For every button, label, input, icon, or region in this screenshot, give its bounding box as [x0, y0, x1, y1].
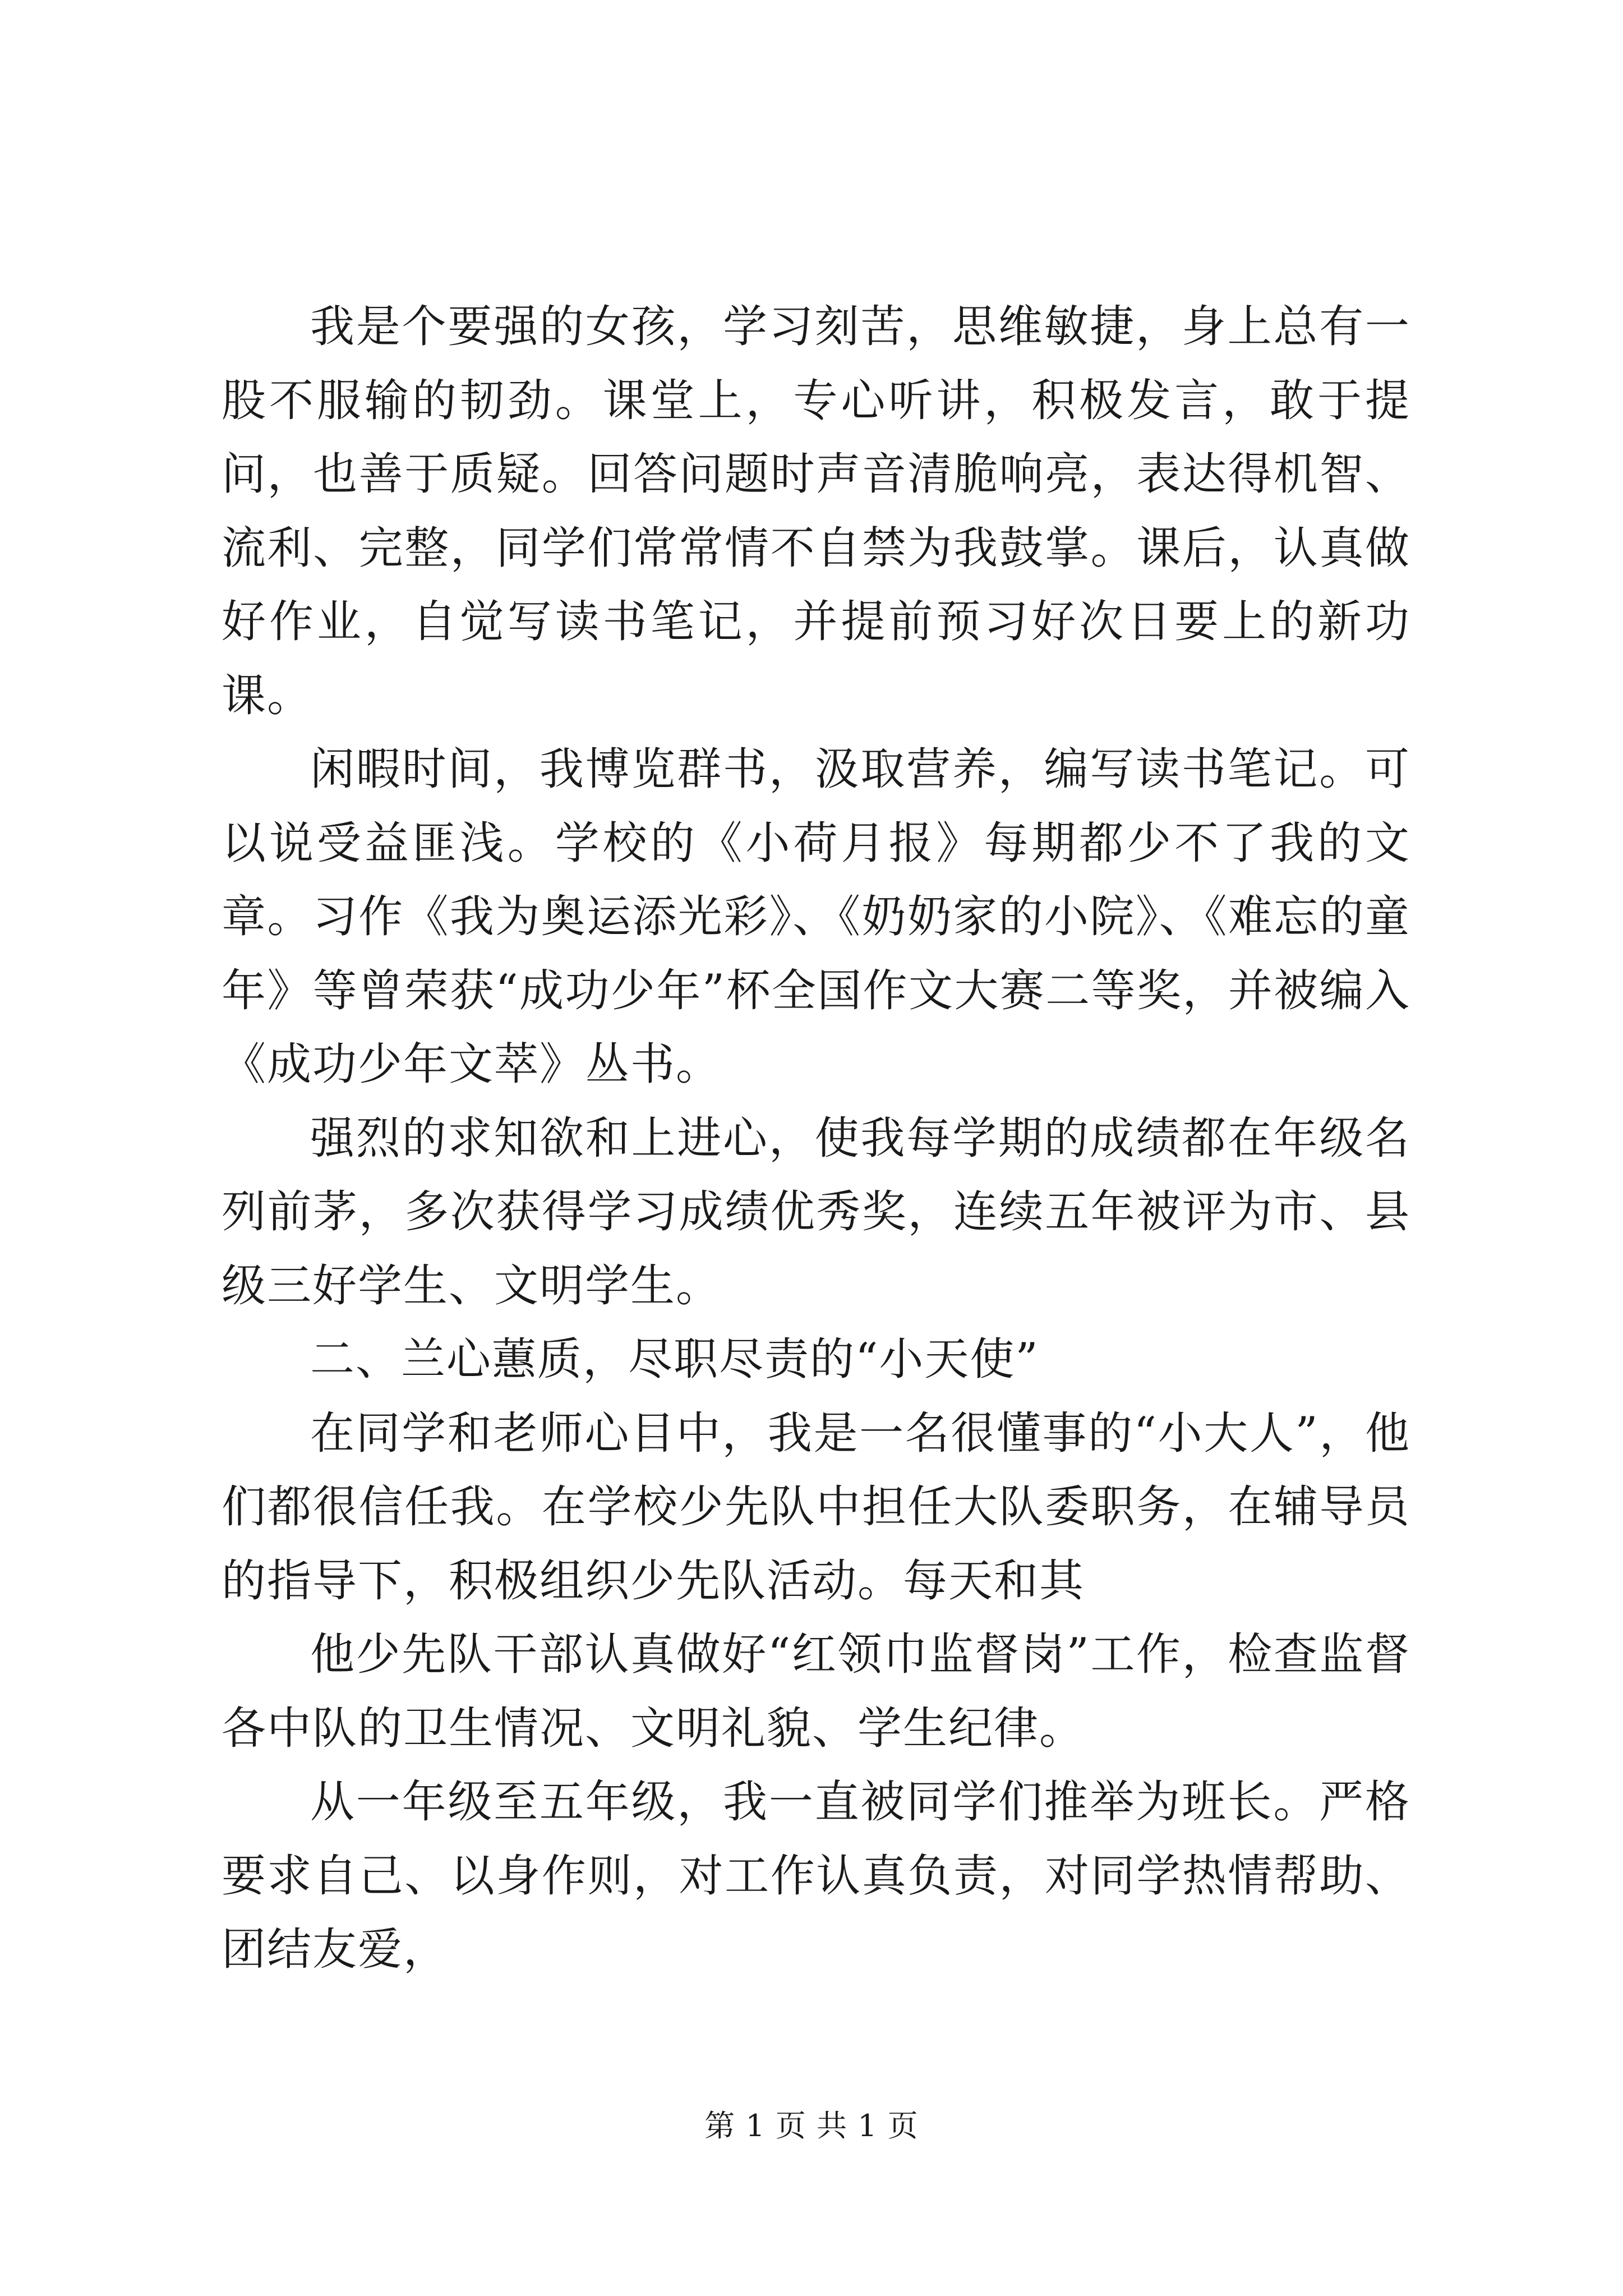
section-heading: 二、兰心蕙质，尽职尽责的“小天使”	[310, 1333, 1039, 1385]
paragraph-monitor-post: 他少先队干部认真做好“红领巾监督岗”工作，检查监督各中队的卫生情况、文明礼貌、学生纪律。	[222, 1628, 1410, 1754]
paragraph-grades: 强烈的求知欲和上进心，使我每学期的成绩都在年级名列前茅，多次获得学习成绩优秀奖，连续五年被评为市、县级三好学生、文明学生。	[222, 1112, 1410, 1312]
paragraph-class-monitor: 从一年级至五年级，我一直被同学们推举为班长。严格要求自己、以身作则，对工作认真负责，对同学热情帮助、团结友爱，	[222, 1776, 1410, 1975]
document-body	[222, 290, 1410, 1987]
page-footer: 第 1 页 共 1 页	[704, 2108, 919, 2143]
paragraph-reading: 闲暇时间，我博览群书，汲取营养，编写读书笔记。可以说受益匪浅。学校的《小荷月报》每期都少不了我的文章。习作《我为奥运添光彩》、《奶奶家的小院》、《难忘的童年》等曾荣获“成功少年”杯全国作文大赛二等奖，并被编入《成功少年文萃》丛书。	[222, 743, 1410, 1090]
paragraph-study: 我是个要强的女孩，学习刻苦，思维敏捷，身上总有一股不服输的韧劲。课堂上，专心听讲，积极发言，敢于提问，也善于质疑。回答问题时声音清脆响亮，表达得机智、流利、完整，同学们常常情不自禁为我鼓掌。课后，认真做好作业，自觉写读书笔记，并提前预习好次日要上的新功课。	[222, 301, 1410, 721]
paragraph-pioneers: 在同学和老师心目中，我是一名很懂事的“小大人”，他们都很信任我。在学校少先队中担任大队委职务，在辅导员的指导下，积极组织少先队活动。每天和其	[222, 1407, 1410, 1607]
